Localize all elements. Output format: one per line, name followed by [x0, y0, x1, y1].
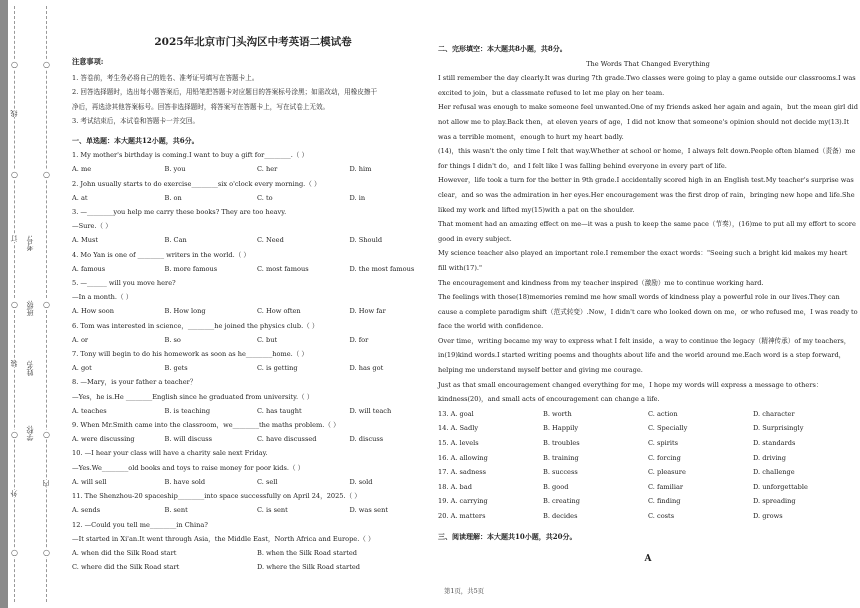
question-8: [72, 375, 442, 418]
question-stem-reply: —It started in Xi'an.It went through Asia，the Middle East，North Africa and Europe.（ ）: [72, 534, 375, 543]
question-7: [72, 347, 442, 375]
option-d[interactable]: D. where the Silk Road started: [257, 563, 360, 572]
option-a[interactable]: 15. A. levels: [438, 439, 479, 448]
margin-label-xian: 线: [10, 110, 18, 117]
margin-circle: ○: [43, 60, 50, 69]
option-b[interactable]: B. success: [543, 468, 578, 477]
notes-title: 注意事项:: [72, 57, 104, 66]
question-options: [72, 503, 442, 517]
option-c[interactable]: C. but: [257, 335, 278, 344]
question-2: [72, 177, 442, 205]
question-options: [72, 304, 442, 318]
passage-paragraph: I still remember the day clearly.It was during 7th grade.Two classes were going to play a game outside our classrooms.I was excited to join，but a classmate refused to let me play on her team.: [438, 74, 856, 97]
option-a[interactable]: A. famous: [72, 264, 106, 273]
option-b[interactable]: B. more famous: [164, 264, 218, 273]
binding-gray-band: [0, 0, 8, 608]
note-item: 2. 回答选择题时，选出每小题答案后，用铅笔把答题卡对应题目的答案标号涂黑；如需改动，用橡皮擦干: [72, 88, 378, 97]
option-c[interactable]: C. is getting: [257, 364, 298, 373]
note-item: 1. 答卷前，考生务必将自己的姓名、准考证号填写在答题卡上。: [72, 74, 259, 83]
question-10: [72, 446, 442, 489]
question-4: [72, 248, 442, 276]
option-b[interactable]: B. gets: [164, 364, 188, 373]
option-b[interactable]: B. Can: [164, 236, 187, 245]
passage-paragraph: That moment had an amazing effect on me—it was a push to keep the same pace（节奏），(16)me to put all my effort to score good in every subject.: [438, 220, 856, 243]
option-b[interactable]: B. training: [543, 453, 579, 462]
passage-paragraph: Just as that small encouragement changed everything for me，I hope my words will express a message to others：kindness(20)，and small acts of encouragement can change a life.: [438, 380, 823, 404]
question-stem: 3. —________you help me carry these books? They are too heavy.: [72, 208, 287, 217]
passage-paragraph: The feelings with those(18)memories remind me how small words of kindness play a powerful role in our lives.They can cause a complete paradigm shift（范式转变）.Now，I didn't care who looked down on me，or who refused me，I was ready to face the world with confidence.: [438, 293, 858, 331]
option-d[interactable]: D. in: [349, 193, 366, 202]
left-column: [72, 55, 442, 574]
option-c[interactable]: C. have discussed: [257, 435, 317, 444]
option-c[interactable]: C. her: [257, 165, 278, 174]
option-a[interactable]: A. teaches: [72, 406, 107, 415]
choice-row-17: [438, 465, 858, 480]
option-c[interactable]: C. costs: [648, 512, 675, 520]
margin-circle: ○: [43, 300, 50, 309]
option-d[interactable]: D. How far: [349, 307, 386, 316]
option-b[interactable]: B. will discuss: [164, 435, 213, 444]
question-3: [72, 205, 442, 248]
option-b[interactable]: B. worth: [543, 409, 572, 418]
option-a[interactable]: A. when did the Silk Road start: [72, 548, 177, 557]
margin-label-zhuang: 装: [10, 360, 18, 367]
question-stem: 11. The Shenzhou-20 spaceship________into space successfully on April 24，2025.（ ）: [72, 492, 361, 501]
question-stem: 4. Mo Yan is one of ________ writers in the world.（ ）: [72, 250, 251, 259]
option-c[interactable]: C. How often: [257, 307, 301, 316]
option-d[interactable]: D. standards: [753, 439, 796, 448]
option-b[interactable]: B. on: [164, 193, 182, 202]
option-b[interactable]: B. when the Silk Road started: [257, 548, 357, 557]
option-b[interactable]: B. have sold: [164, 477, 206, 486]
question-options: [72, 233, 442, 247]
page-footer: 第1页，共5页: [443, 587, 485, 595]
option-d[interactable]: D. will teach: [349, 406, 392, 415]
option-d[interactable]: D. challenge: [753, 468, 795, 477]
option-d[interactable]: D. Surprisingly: [753, 424, 804, 433]
choice-row-16: [438, 451, 858, 466]
reading-part-label: A: [644, 554, 652, 565]
option-a[interactable]: 19. A. carrying: [438, 497, 488, 506]
passage-paragraph: My science teacher also played an important role.I remember the exact words："Seeing such a bright kid makes my heart fill with(17).": [438, 249, 848, 272]
question-stem-reply: —Yes.We________old books and toys to raise money for poor kids.（ ）: [72, 463, 305, 472]
question-stem: 6. Tom was interested in science，________he joined the physics club.（ ）: [72, 321, 319, 330]
option-d[interactable]: D. Should: [349, 236, 383, 245]
option-b[interactable]: B. you: [164, 165, 186, 174]
option-a[interactable]: 14. A. Sadly: [438, 424, 479, 433]
question-options: [72, 262, 442, 276]
binding-margin: [0, 0, 62, 608]
note-item: 3. 考试结束后，本试卷和答题卡一并交回。: [72, 116, 200, 125]
option-c[interactable]: C. is sent: [257, 506, 288, 515]
question-options: [72, 404, 442, 418]
question-options: [72, 475, 442, 489]
margin-label-ding: 订: [10, 235, 18, 242]
option-c[interactable]: C. where did the Silk Road start: [72, 563, 180, 572]
option-c[interactable]: C. action: [648, 409, 678, 418]
cloze-choices: [438, 407, 858, 524]
question-5: [72, 276, 442, 319]
margin-circle: ○: [11, 170, 18, 179]
exam-page: [68, 0, 860, 608]
option-a[interactable]: A. me: [72, 165, 92, 174]
question-6: [72, 319, 442, 347]
option-a[interactable]: A. were discussing: [72, 435, 135, 444]
option-b[interactable]: B. How long: [164, 307, 206, 316]
passage-paragraph: The encouragement and kindness from my teacher inspired（激励）me to continue working hard.: [438, 278, 764, 287]
option-c[interactable]: C. has taught: [257, 406, 302, 415]
margin-circle: ○: [43, 170, 50, 179]
question-stem: 7. Tony will begin to do his homework as soon as he________home.（ ）: [72, 350, 308, 359]
margin-label-xingming: 姓名:: [26, 360, 34, 377]
question-stem: 9. When Mr.Smith came into the classroom，we________the maths problem.（ ）: [72, 421, 340, 430]
question-stem: 2. John usually starts to do exercise________six o'clock every morning.（ ）: [72, 179, 321, 188]
margin-circle: ○: [11, 548, 18, 557]
option-c[interactable]: C. familiar: [648, 482, 684, 491]
question-1: [72, 148, 442, 176]
option-a[interactable]: A. How soon: [72, 307, 114, 316]
option-d[interactable]: D. for: [349, 335, 369, 344]
question-options: [72, 361, 442, 375]
option-a[interactable]: A. at: [72, 193, 88, 202]
section2-title: 二、完形填空：本大题共8小题，共8分。: [438, 44, 567, 53]
option-a[interactable]: 20. A. matters: [438, 512, 486, 520]
margin-circle: ○: [43, 548, 50, 557]
margin-label-kaohao: 考号:: [26, 235, 34, 252]
question-options: [72, 333, 442, 347]
option-a[interactable]: A. sends: [72, 506, 101, 515]
option-b[interactable]: B. sent: [164, 506, 188, 515]
option-c[interactable]: C. pleasure: [648, 468, 686, 477]
option-a[interactable]: A. will sell: [72, 477, 107, 486]
question-options: [72, 162, 442, 176]
option-c[interactable]: C. Need: [257, 236, 284, 245]
exam-title: 2025年北京市门头沟区中考英语二模试卷: [154, 36, 352, 48]
option-a[interactable]: 17. A. sadness: [438, 468, 486, 477]
option-d[interactable]: D. was sent: [349, 506, 388, 515]
passage-paragraph: Her refusal was enough to make someone feel unwanted.One of my friends asked her again and again，but the mean girl did not allow me to play.Back then，at eleven years of age，I did not know that someone's opinion should not decide my(13).It was a terrible moment，enough to hurt my heart badly.: [438, 103, 858, 141]
choice-row-14: [438, 421, 858, 436]
question-options: [72, 546, 442, 560]
margin-circle: ○: [11, 60, 18, 69]
option-b[interactable]: B. so: [164, 335, 181, 344]
section3-title: 三、阅读理解：本大题共10小题，共20分。: [438, 531, 577, 541]
question-9: [72, 418, 442, 446]
option-c[interactable]: C. spirits: [648, 439, 679, 448]
choice-row-18: [438, 480, 858, 495]
section1-title: 一、单选题：本大题共12小题，共6分。: [72, 136, 199, 146]
option-a[interactable]: 18. A. bad: [438, 482, 472, 491]
option-d[interactable]: D. unforgettable: [753, 482, 808, 491]
option-c[interactable]: C. finding: [648, 497, 681, 506]
option-d[interactable]: D. spreading: [753, 497, 796, 506]
option-d[interactable]: D. character: [753, 409, 795, 418]
question-stem: 5. —______ will you move here?: [72, 279, 176, 288]
option-d[interactable]: D. grows: [753, 512, 783, 520]
option-d[interactable]: D. him: [349, 165, 372, 174]
question-stem-reply: —In a month.（ ）: [72, 293, 133, 302]
margin-label-banji: 班级:: [26, 300, 34, 317]
choice-row-15: [438, 436, 858, 451]
option-c[interactable]: C. to: [257, 193, 273, 202]
option-b[interactable]: B. Happily: [543, 424, 579, 433]
option-c[interactable]: C. Specially: [648, 424, 688, 433]
question-stem: 1. My mother's birthday is coming.I want to buy a gift for________.（ ）: [72, 151, 309, 160]
option-d[interactable]: D. sold: [349, 477, 373, 486]
option-a[interactable]: 13. A. goal: [438, 409, 474, 418]
question-stem-reply: —Yes，he is.He ________English since he graduated from university.（ ）: [72, 392, 314, 401]
option-a[interactable]: A. or: [72, 335, 89, 344]
question-stem: 10. —I hear your class will have a charity sale next Friday.: [72, 449, 268, 458]
option-b[interactable]: B. decides: [543, 512, 578, 520]
choice-row-20: [438, 509, 858, 524]
passage-paragraph: Over time，writing became my way to express what I felt inside，a way to continue the legacy（精神传承）of my teachers，in(19)kind words.I started writing poems and thoughts about life and the world around me.Each word is a step forward，helping me understand myself better and giving me courage.: [438, 336, 851, 375]
option-c[interactable]: C. forcing: [648, 453, 681, 462]
question-stem: 8. —Mary，is your father a teacher？: [72, 378, 197, 387]
option-b[interactable]: B. troubles: [543, 439, 580, 448]
question-options: [72, 432, 442, 446]
margin-label-wai: 外: [10, 490, 18, 497]
question-stem: 12. —Could you tell me________in China?: [72, 520, 208, 529]
margin-circle: ○: [11, 430, 18, 439]
margin-label-xuexiao: 学校:: [26, 425, 34, 442]
option-d[interactable]: D. driving: [753, 453, 787, 462]
passage-paragraph: However，life took a turn for the better in 9th grade.I accidentally scored high in an English test.My teacher's surprise was clear，and so was the admiration in her eyes.Her encouragement was the first drop of rain，bringing new hope and life.She liked my work and lifted my(15)with a pat on the shoulder.: [438, 176, 855, 214]
option-b[interactable]: B. creating: [543, 497, 580, 506]
option-d[interactable]: D. has got: [349, 364, 384, 373]
option-c[interactable]: C. sell: [257, 477, 278, 486]
question-11: [72, 489, 442, 517]
option-b[interactable]: B. is teaching: [164, 406, 211, 415]
passage-title: The Words That Changed Everything: [586, 59, 710, 68]
question-options: [72, 191, 442, 205]
option-a[interactable]: A. got: [72, 364, 92, 373]
note-item: 净后，再选涂其他答案标号。回答非选择题时，将答案写在答题卡上，写在试卷上无效。: [72, 102, 330, 111]
option-b[interactable]: B. good: [543, 482, 569, 491]
choice-row-19: [438, 494, 858, 509]
passage-paragraph: (14)，this wasn't the only time I felt that way.Whether at school or home，I always felt down.People often blamed（责备）me for things I didn't do，and I felt like I was falling behind everyone in every part of life.: [438, 147, 856, 170]
option-c[interactable]: C. most famous: [257, 264, 309, 273]
margin-label-nei: 内: [42, 480, 50, 487]
option-a[interactable]: 16. A. allowing: [438, 453, 488, 462]
question-12: [72, 518, 442, 575]
margin-circle: ○: [11, 300, 18, 309]
question-stem-reply: —Sure.（ ）: [72, 222, 112, 231]
option-a[interactable]: A. Must: [72, 236, 98, 245]
option-d[interactable]: D. discuss: [349, 435, 384, 444]
margin-circle: ○: [43, 430, 50, 439]
question-options: [72, 560, 442, 574]
option-d[interactable]: D. the most famous: [349, 264, 415, 273]
right-column: [438, 42, 858, 567]
choice-row-13: [438, 407, 858, 422]
